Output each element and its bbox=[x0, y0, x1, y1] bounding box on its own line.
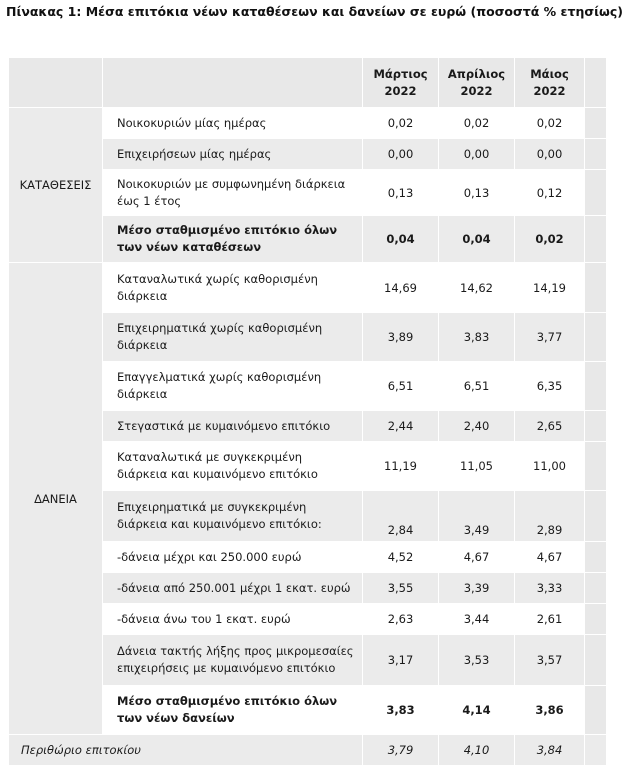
value-march: 3,89 bbox=[363, 313, 439, 362]
value-may: 14,19 bbox=[515, 263, 585, 313]
value-april: 6,51 bbox=[439, 362, 515, 411]
header-empty-group bbox=[9, 58, 103, 108]
value-april: 3,44 bbox=[439, 604, 515, 635]
row-label: Επιχειρήσεων μίας ημέρας bbox=[103, 139, 363, 170]
value-april: 3,83 bbox=[439, 313, 515, 362]
value-march: 0,13 bbox=[363, 170, 439, 216]
value-may: 3,57 bbox=[515, 635, 585, 686]
table-title: Πίνακας 1: Μέσα επιτόκια νέων καταθέσεων και δανείων σε ευρώ (ποσοστά % ετησίως) bbox=[6, 4, 623, 19]
value-april: 14,62 bbox=[439, 263, 515, 313]
value-may: 0,02 bbox=[515, 216, 585, 263]
value-april: 0,04 bbox=[439, 216, 515, 263]
header-may: Μάιος 2022 bbox=[515, 58, 585, 108]
value-may: 2,61 bbox=[515, 604, 585, 635]
value-april: 4,14 bbox=[439, 686, 515, 735]
value-march: 11,19 bbox=[363, 442, 439, 491]
row-label: Καταναλωτικά με συγκεκριμένη διάρκεια και κυμαινόμενο επιτόκιο bbox=[103, 442, 363, 491]
filler-cell bbox=[585, 216, 607, 263]
filler-cell bbox=[585, 604, 607, 635]
table-row bbox=[9, 108, 607, 139]
row-label: Επιχειρηματικά με συγκεκριμένη διάρκεια και κυμαινόμενο επιτόκιο: bbox=[103, 491, 363, 542]
row-label: Επιχειρηματικά χωρίς καθορισμένη διάρκεια bbox=[103, 313, 363, 362]
filler-cell bbox=[585, 411, 607, 442]
value-may: 4,67 bbox=[515, 542, 585, 573]
value-may: 3,33 bbox=[515, 573, 585, 604]
filler-cell bbox=[585, 108, 607, 139]
row-label: Δάνεια τακτής λήξης προς μικρομεσαίες επιχειρήσεις με κυμαινόμενο επιτόκιο bbox=[103, 635, 363, 686]
value-march: 14,69 bbox=[363, 263, 439, 313]
value-march: 2,44 bbox=[363, 411, 439, 442]
value-march: 0,00 bbox=[363, 139, 439, 170]
filler-cell bbox=[585, 313, 607, 362]
value-march: 0,02 bbox=[363, 108, 439, 139]
filler-cell bbox=[585, 635, 607, 686]
value-march: 4,52 bbox=[363, 542, 439, 573]
filler-cell bbox=[585, 686, 607, 735]
filler-cell bbox=[585, 139, 607, 170]
value-march: 3,17 bbox=[363, 635, 439, 686]
value-march: 2,84 bbox=[363, 491, 439, 542]
row-label: Επαγγελματικά χωρίς καθορισμένη διάρκεια bbox=[103, 362, 363, 411]
value-march: 3,83 bbox=[363, 686, 439, 735]
header-march: Μάρτιος 2022 bbox=[363, 58, 439, 108]
table-row bbox=[9, 263, 607, 313]
value-may: 0,00 bbox=[515, 139, 585, 170]
filler-cell bbox=[585, 735, 607, 766]
value-april: 0,02 bbox=[439, 108, 515, 139]
filler-cell bbox=[585, 542, 607, 573]
row-label: -δάνεια άνω του 1 εκατ. ευρώ bbox=[103, 604, 363, 635]
interest-rates-table bbox=[8, 57, 607, 766]
value-april: 0,00 bbox=[439, 139, 515, 170]
row-label: Μέσο σταθμισμένο επιτόκιο όλων των νέων δανείων bbox=[103, 686, 363, 735]
value-april: 3,49 bbox=[439, 491, 515, 542]
value-march: 0,04 bbox=[363, 216, 439, 263]
group-deposits: ΚΑΤΑΘΕΣΕΙΣ bbox=[9, 108, 103, 263]
value-april: 4,67 bbox=[439, 542, 515, 573]
value-may: 0,12 bbox=[515, 170, 585, 216]
header-april: Απρίλιος 2022 bbox=[439, 58, 515, 108]
group-loans: ΔΑΝΕΙΑ bbox=[9, 263, 103, 735]
value-march: 6,51 bbox=[363, 362, 439, 411]
value-april: 3,39 bbox=[439, 573, 515, 604]
row-label: Στεγαστικά με κυμαινόμενο επιτόκιο bbox=[103, 411, 363, 442]
value-april: 11,05 bbox=[439, 442, 515, 491]
row-label: Νοικοκυριών με συμφωνημένη διάρκεια έως 1 έτος bbox=[103, 170, 363, 216]
header-empty-label bbox=[103, 58, 363, 108]
value-april: 0,13 bbox=[439, 170, 515, 216]
filler-cell bbox=[585, 442, 607, 491]
header-row bbox=[9, 58, 607, 108]
value-may: 0,02 bbox=[515, 108, 585, 139]
row-label: Καταναλωτικά χωρίς καθορισμένη διάρκεια bbox=[103, 263, 363, 313]
value-may: 2,65 bbox=[515, 411, 585, 442]
value-may: 3,77 bbox=[515, 313, 585, 362]
table-row-margin bbox=[9, 735, 607, 766]
filler-cell bbox=[585, 263, 607, 313]
value-march: 3,55 bbox=[363, 573, 439, 604]
value-march: 2,63 bbox=[363, 604, 439, 635]
filler-cell bbox=[585, 170, 607, 216]
row-label: Νοικοκυριών μίας ημέρας bbox=[103, 108, 363, 139]
value-april: 2,40 bbox=[439, 411, 515, 442]
value-april: 3,53 bbox=[439, 635, 515, 686]
value-may: 3,86 bbox=[515, 686, 585, 735]
row-label: -δάνεια μέχρι και 250.000 ευρώ bbox=[103, 542, 363, 573]
row-label: Μέσο σταθμισμένο επιτόκιο όλων των νέων καταθέσεων bbox=[103, 216, 363, 263]
filler-cell bbox=[585, 573, 607, 604]
header-filler bbox=[585, 58, 607, 108]
margin-may: 3,84 bbox=[515, 735, 585, 766]
row-label: -δάνεια από 250.001 μέχρι 1 εκατ. ευρώ bbox=[103, 573, 363, 604]
value-may: 6,35 bbox=[515, 362, 585, 411]
margin-april: 4,10 bbox=[439, 735, 515, 766]
filler-cell bbox=[585, 491, 607, 542]
value-may: 11,00 bbox=[515, 442, 585, 491]
margin-march: 3,79 bbox=[363, 735, 439, 766]
value-may: 2,89 bbox=[515, 491, 585, 542]
margin-label: Περιθώριο επιτοκίου bbox=[9, 735, 363, 766]
filler-cell bbox=[585, 362, 607, 411]
